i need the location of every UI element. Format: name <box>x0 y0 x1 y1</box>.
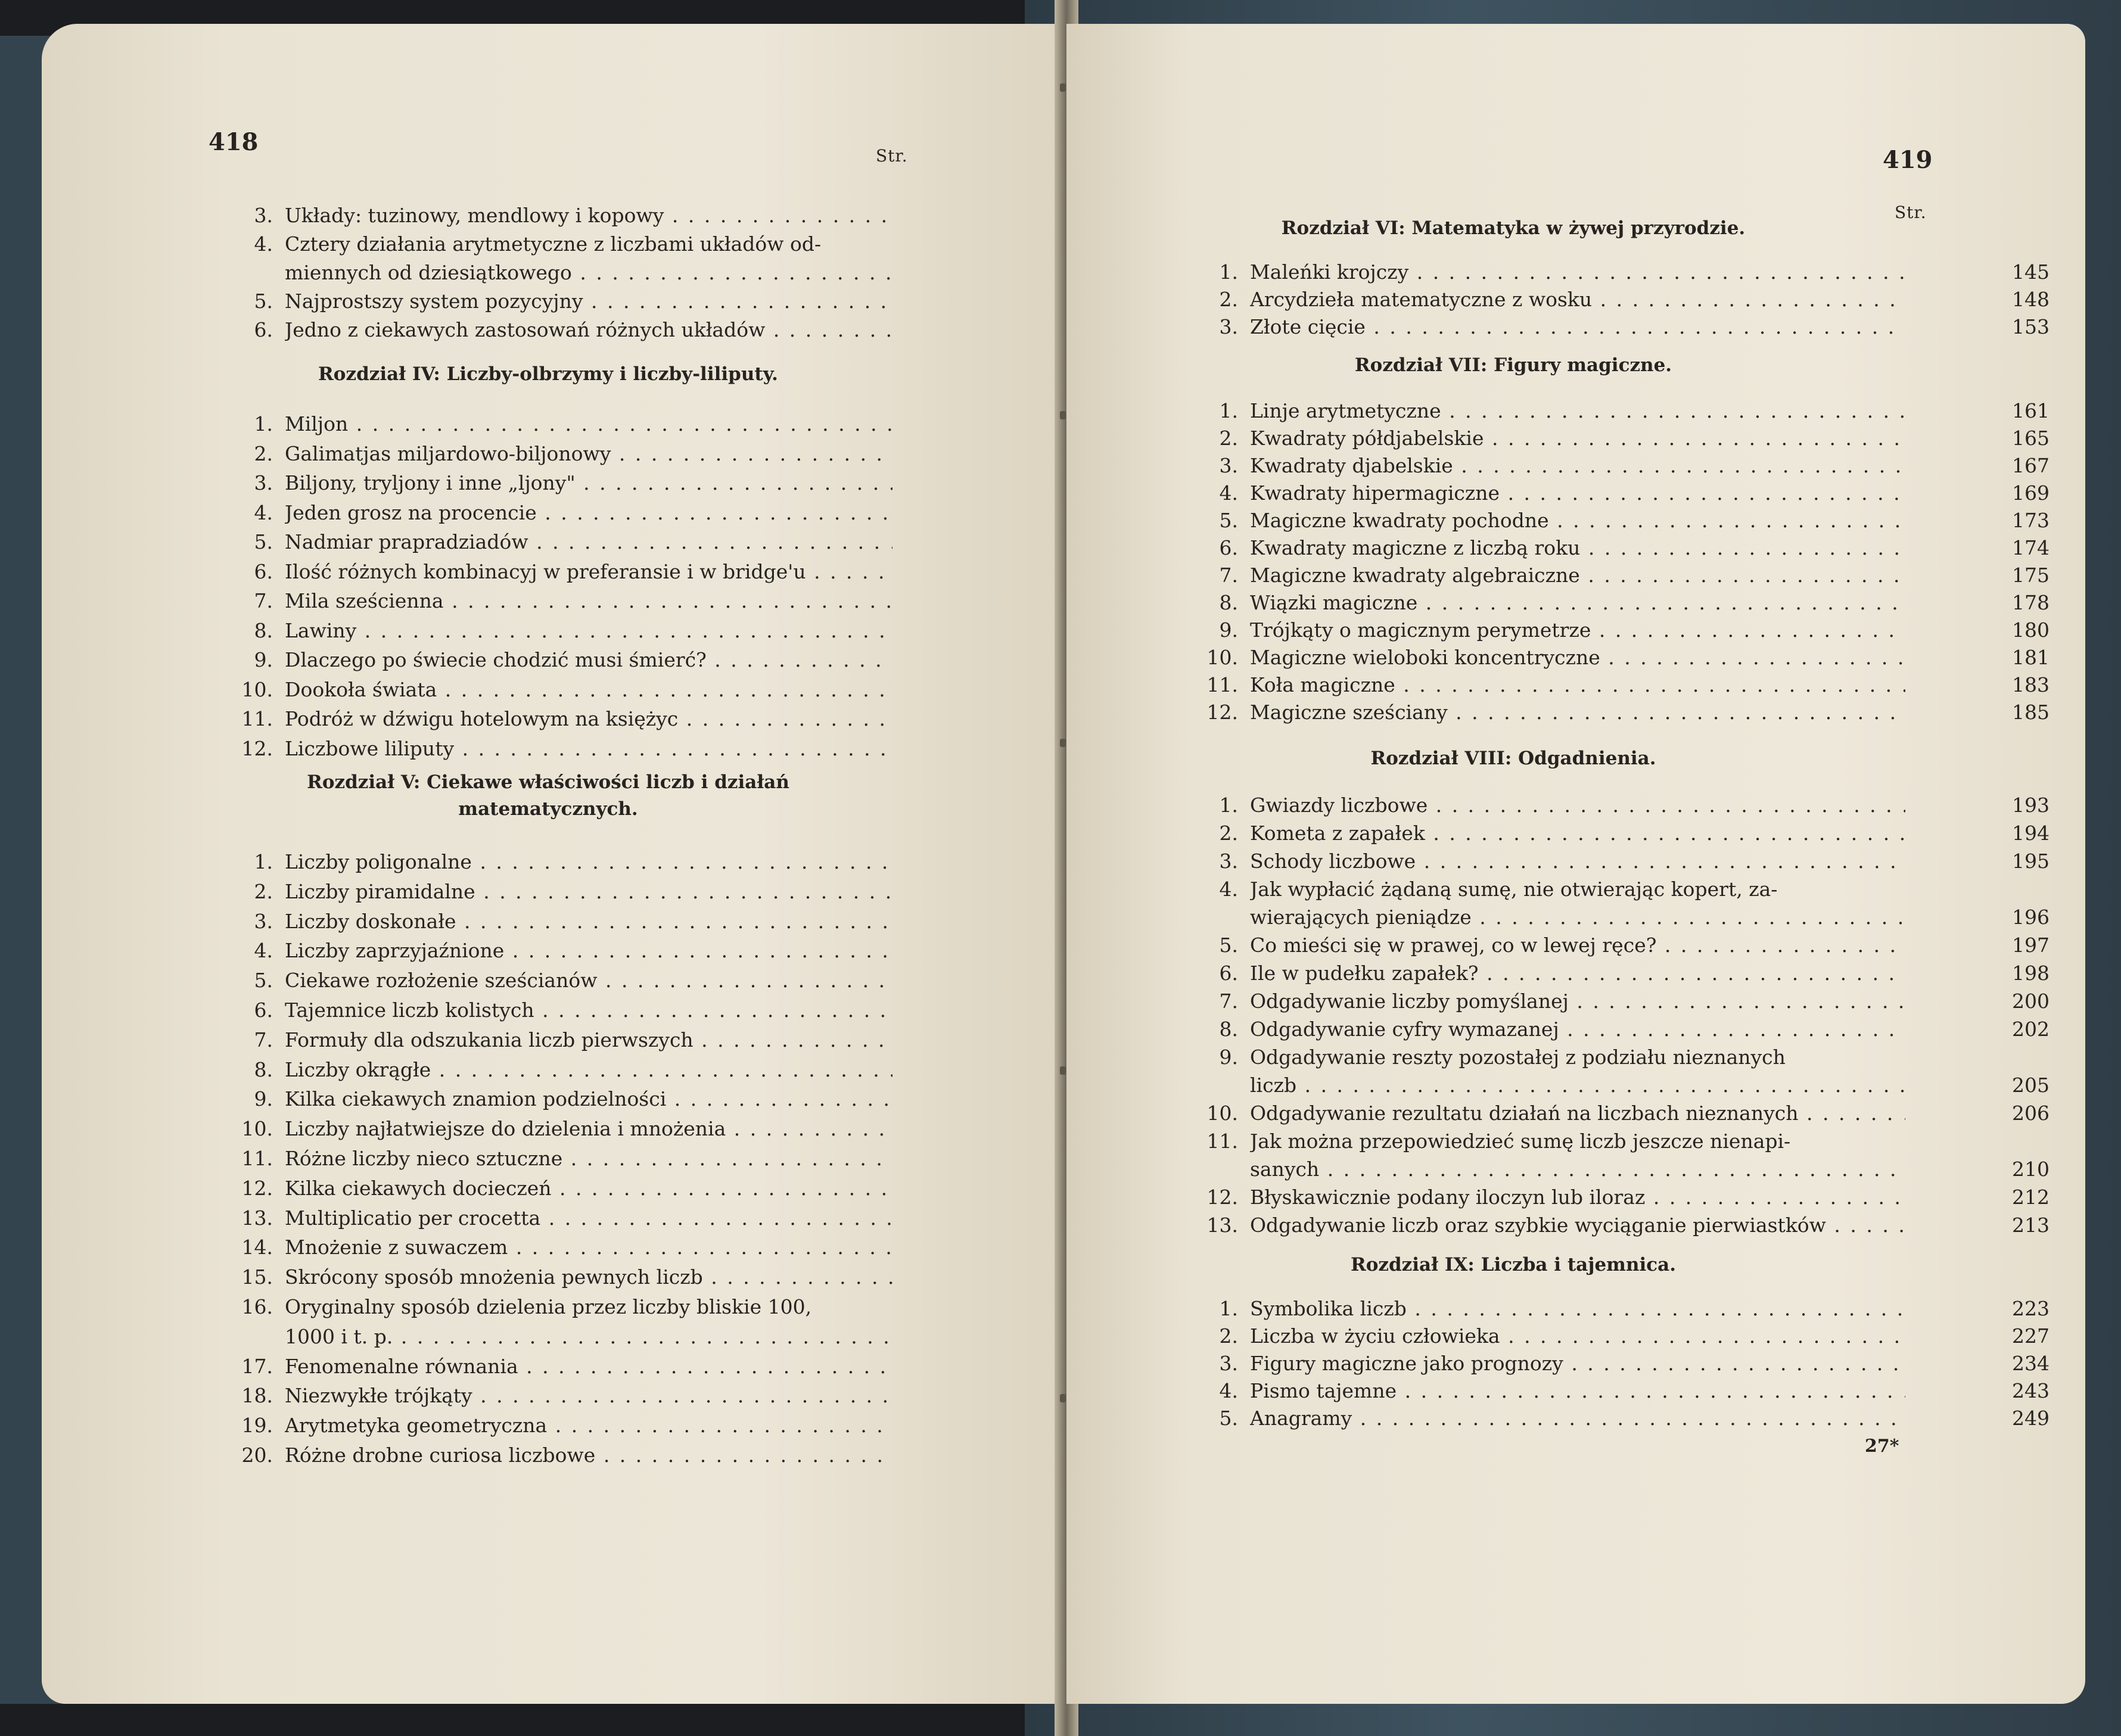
toc-entry-number: 6. <box>254 998 273 1022</box>
toc-entry-title: Odgadywanie liczby pomyślanej . . . <box>1250 988 1905 1015</box>
toc-entry-page: 181 <box>2012 646 2050 669</box>
toc-entry <box>232 559 1102 585</box>
toc-entry <box>232 938 1102 964</box>
toc-entry-number: 3. <box>254 909 273 933</box>
toc-entry-title: Jak można przepowiedzieć sumę liczb jeszcze nienapi- <box>1250 1130 1791 1153</box>
right-page <box>1066 24 2085 1704</box>
toc-entry <box>1198 590 2050 616</box>
toc-entry-number: 3. <box>1219 315 1238 338</box>
toc-entry-page: 180 <box>2012 618 2050 642</box>
toc-entry-title: Oryginalny sposób dzielenia przez liczby bliskie 100, <box>285 1295 812 1318</box>
toc-entry-number: 5. <box>1219 934 1238 957</box>
toc-entry <box>232 1354 1102 1380</box>
toc-entry <box>232 647 1102 673</box>
toc-entry <box>232 736 1102 762</box>
toc-entry <box>1198 848 2050 875</box>
toc-entry-title: Biljony, tryljony i inne „ljony" . . . <box>285 470 892 496</box>
toc-entry-title: Formuły dla odszukania liczb pierwszych . . . <box>285 1027 892 1053</box>
toc-entry <box>1198 792 2050 819</box>
toc-entry-title: Miljon . . . <box>285 411 892 437</box>
toc-entry-title: Liczba w życiu człowieka . . . <box>1250 1323 1905 1349</box>
toc-entry <box>1198 1212 2050 1239</box>
toc-entry-number: 18. <box>241 1384 273 1408</box>
left-page <box>42 24 1060 1704</box>
toc-entry-number: 4. <box>1219 481 1238 505</box>
chapter5-title-line1: Rozdział V: Ciekawe właściwości liczb i działań <box>307 771 789 793</box>
toc-entry <box>232 1086 1102 1112</box>
toc-entry-number: 7. <box>1219 564 1238 587</box>
toc-entry-number: 11. <box>1206 673 1238 696</box>
toc-entry-number: 1. <box>254 850 273 873</box>
toc-entry <box>1198 820 2050 847</box>
toc-entry-page: 197 <box>2012 934 2050 957</box>
toc-entry <box>1198 1044 2050 1071</box>
toc-entry <box>1198 398 2050 424</box>
toc-entry <box>1198 1016 2050 1043</box>
toc-entry-title: Kwadraty półdjabelskie . . . <box>1250 425 1905 452</box>
toc-entry-number: 3. <box>254 204 273 227</box>
toc-entry <box>232 1057 1102 1083</box>
toc-entry-page: 193 <box>2012 794 2050 817</box>
toc-entry-number: 14. <box>241 1236 273 1259</box>
toc-entry-page: 174 <box>2012 536 2050 559</box>
toc-entry-title: Jeden grosz na procencie . . . <box>285 500 892 526</box>
toc-entry <box>232 997 1102 1023</box>
toc-entry <box>232 260 1102 286</box>
toc-entry <box>1198 876 2050 903</box>
toc-entry <box>1198 1072 2050 1099</box>
toc-entry-number: 7. <box>254 1028 273 1051</box>
toc-entry-title: Arytmetyka geometryczna . . . <box>285 1413 892 1439</box>
toc-entry-page: 173 <box>2012 509 2050 532</box>
chapter7-title: Rozdział VII: Figury magiczne. <box>1354 354 1672 376</box>
toc-entry-number: 9. <box>1219 1046 1238 1069</box>
toc-entry <box>1198 1323 2050 1349</box>
toc-entry-number: 3. <box>1219 850 1238 873</box>
toc-entry-title: Podróż w dźwigu hotelowym na księżyc . . . <box>285 706 892 732</box>
toc-entry-title: Linje arytmetyczne . . . <box>1250 398 1905 424</box>
toc-entry <box>232 1027 1102 1053</box>
toc-entry-page: 198 <box>2012 962 2050 985</box>
toc-entry-page: 249 <box>2012 1407 2050 1430</box>
toc-entry-number: 10. <box>1206 646 1238 669</box>
toc-entry <box>1198 259 2050 285</box>
toc-entry-title: Błyskawicznie podany iloczyn lub iloraz . . . <box>1250 1184 1905 1211</box>
toc-entry-number: 20. <box>241 1443 273 1467</box>
toc-entry-page: 243 <box>2012 1379 2050 1402</box>
toc-entry-title: Magiczne sześciany . . . <box>1250 699 1905 726</box>
toc-entry-page: 202 <box>2012 1018 2050 1041</box>
toc-entry-title: sanych . . . <box>1250 1156 1905 1183</box>
toc-entry-title: Różne liczby nieco sztuczne . . . <box>285 1146 892 1172</box>
toc-entry <box>1198 988 2050 1015</box>
toc-entry <box>232 470 1102 496</box>
toc-entry-title: Liczby okrągłe . . . <box>285 1057 892 1083</box>
toc-entry <box>232 288 1102 315</box>
toc-entry <box>232 1146 1102 1172</box>
toc-entry-number: 10. <box>241 677 273 701</box>
toc-entry-title: Liczby najłatwiejsze do dzielenia i mnożenia . . . <box>285 1116 892 1142</box>
toc-entry-page: 183 <box>2012 673 2050 696</box>
toc-entry <box>1198 1405 2050 1432</box>
toc-entry-page: 185 <box>2012 701 2050 724</box>
toc-entry-title: Układy: tuzinowy, mendlowy i kopowy . . . <box>285 203 892 229</box>
toc-entry-page: 213 <box>2012 1214 2050 1237</box>
toc-entry-title: Magiczne kwadraty algebraiczne . . . <box>1250 562 1905 589</box>
toc-entry <box>232 529 1102 555</box>
toc-entry-title: Tajemnice liczb kolistych . . . <box>285 997 892 1023</box>
toc-entry-title: Magiczne wieloboki koncentryczne . . . <box>1250 645 1905 671</box>
toc-entry <box>232 1442 1102 1469</box>
toc-entry-title: Gwiazdy liczbowe . . . <box>1250 792 1905 819</box>
toc-entry-number: 10. <box>241 1117 273 1141</box>
toc-entry <box>1198 535 2050 561</box>
toc-entry <box>232 706 1102 732</box>
toc-entry-number: 5. <box>1219 509 1238 532</box>
toc-entry-number: 6. <box>1219 962 1238 985</box>
toc-entry-page: 148 <box>2012 288 2050 311</box>
toc-entry-title: Ilość różnych kombinacyj w preferansie i w bridge'u . . . <box>285 559 892 585</box>
toc-entry-number: 8. <box>1219 1018 1238 1041</box>
left-str-label: Str. <box>876 146 908 166</box>
toc-entry-number: 3. <box>254 471 273 494</box>
toc-entry-title: Liczbowe liliputy . . . <box>285 736 892 762</box>
toc-entry-page: 145 <box>2012 260 2050 284</box>
toc-entry <box>1198 1100 2050 1127</box>
toc-entry-title: Odgadywanie rezultatu działań na liczbach nieznanych . . . <box>1250 1100 1905 1127</box>
toc-entry-number: 3. <box>1219 1352 1238 1375</box>
toc-entry <box>232 203 1102 229</box>
toc-entry-title: Nadmiar prapradziadów . . . <box>285 529 892 555</box>
toc-entry-title: Schody liczbowe . . . <box>1250 848 1905 875</box>
toc-entry <box>232 618 1102 644</box>
toc-entry-number: 15. <box>241 1265 273 1289</box>
toc-entry <box>232 1294 1102 1320</box>
toc-entry <box>232 500 1102 526</box>
toc-entry-page: 205 <box>2012 1074 2050 1097</box>
toc-entry-number: 6. <box>1219 536 1238 559</box>
toc-entry-title: Cztery działania arytmetyczne z liczbami układów od- <box>285 232 822 256</box>
toc-entry <box>1198 1156 2050 1183</box>
stitch <box>1060 83 1066 92</box>
toc-entry-title: Dookoła świata . . . <box>285 677 892 703</box>
chapter5-title-line2: matematycznych. <box>458 798 638 820</box>
toc-entry <box>1198 314 2050 340</box>
toc-entry <box>232 677 1102 703</box>
toc-entry-number: 11. <box>241 1147 273 1170</box>
toc-entry-page: 175 <box>2012 564 2050 587</box>
toc-entry-title: Ile w pudełku zapałek? . . . <box>1250 960 1905 987</box>
toc-entry-title: Wiązki magiczne . . . <box>1250 590 1905 616</box>
toc-entry-title: liczb . . . <box>1250 1072 1905 1099</box>
toc-entry-title: Kwadraty magiczne z liczbą roku . . . <box>1250 535 1905 561</box>
stitch <box>1060 1394 1066 1402</box>
toc-entry-number: 1. <box>1219 260 1238 284</box>
right-page-number: 419 <box>1883 146 1933 174</box>
toc-entry-number: 11. <box>1206 1130 1238 1153</box>
toc-entry-title: Mila sześcienna . . . <box>285 588 892 614</box>
toc-entry-title: Odgadywanie reszty pozostałej z podziału nieznanych <box>1250 1046 1786 1069</box>
toc-entry-number: 3. <box>1219 454 1238 477</box>
toc-entry-number: 1. <box>1219 399 1238 422</box>
toc-entry-title: Mnożenie z suwaczem . . . <box>285 1234 892 1261</box>
toc-entry-title: Koła magiczne . . . <box>1250 672 1905 698</box>
toc-entry <box>232 411 1102 437</box>
toc-entry <box>232 1383 1102 1409</box>
toc-entry-page: 200 <box>2012 990 2050 1013</box>
toc-entry-page: 234 <box>2012 1352 2050 1375</box>
toc-entry-title: Figury magiczne jako prognozy . . . <box>1250 1351 1905 1377</box>
toc-entry-title: Magiczne kwadraty pochodne . . . <box>1250 508 1905 534</box>
toc-entry <box>1198 425 2050 452</box>
toc-entry-number: 4. <box>254 232 273 256</box>
toc-entry-page: 210 <box>2012 1158 2050 1181</box>
toc-entry <box>232 967 1102 994</box>
toc-entry-title: Złote cięcie . . . <box>1250 314 1905 340</box>
toc-entry-number: 13. <box>1206 1214 1238 1237</box>
toc-entry <box>1198 508 2050 534</box>
toc-entry-number: 7. <box>1219 990 1238 1013</box>
toc-entry <box>232 441 1102 467</box>
toc-entry-title: Jedno z ciekawych zastosowań różnych układów . . . <box>285 317 892 343</box>
toc-entry <box>232 1264 1102 1290</box>
toc-entry-page: 169 <box>2012 481 2050 505</box>
toc-entry-title: Galimatjas miljardowo-biljonowy . . . <box>285 441 892 467</box>
toc-entry-number: 16. <box>241 1295 273 1318</box>
toc-entry-number: 1. <box>1219 794 1238 817</box>
toc-entry-number: 17. <box>241 1354 273 1378</box>
toc-entry-number: 2. <box>1219 427 1238 450</box>
toc-entry-number: 5. <box>254 290 273 313</box>
toc-entry <box>232 1234 1102 1261</box>
toc-entry-title: Trójkąty o magicznym perymetrze . . . <box>1250 617 1905 643</box>
toc-entry <box>232 231 1102 257</box>
toc-entry-title: Skrócony sposób mnożenia pewnych liczb . . . <box>285 1264 892 1290</box>
toc-entry-title: Odgadywanie cyfry wymazanej . . . <box>1250 1016 1905 1043</box>
toc-entry-title: Arcydzieła matematyczne z wosku . . . <box>1250 287 1905 313</box>
toc-entry-page: 194 <box>2012 822 2050 845</box>
toc-entry-number: 12. <box>1206 701 1238 724</box>
toc-entry <box>232 1116 1102 1142</box>
toc-entry-number: 4. <box>1219 1379 1238 1402</box>
toc-entry-number: 19. <box>241 1414 273 1438</box>
toc-entry <box>1198 1184 2050 1211</box>
toc-entry <box>232 317 1102 343</box>
toc-entry-number: 6. <box>254 559 273 583</box>
toc-entry-number: 5. <box>254 530 273 553</box>
toc-entry-number: 6. <box>254 318 273 341</box>
chapter9-title: Rozdział IX: Liczba i tajemnica. <box>1350 1254 1677 1275</box>
toc-entry-title: Symbolika liczb . . . <box>1250 1296 1905 1322</box>
toc-entry-title: Dlaczego po świecie chodzić musi śmierć? . . . <box>285 647 892 673</box>
toc-entry-number: 5. <box>254 969 273 993</box>
toc-entry <box>1198 453 2050 479</box>
toc-entry-number: 1. <box>1219 1297 1238 1320</box>
toc-entry-title: Multiplicatio per crocetta . . . <box>285 1205 892 1231</box>
toc-entry-title: Odgadywanie liczb oraz szybkie wyciąganie pierwiastków . . . <box>1250 1212 1905 1239</box>
toc-entry-page: 223 <box>2012 1297 2050 1320</box>
toc-entry <box>232 849 1102 875</box>
toc-entry-title: Kwadraty djabelskie . . . <box>1250 453 1905 479</box>
toc-entry <box>1198 1351 2050 1377</box>
right-str-label: Str. <box>1895 203 1927 222</box>
toc-entry-number: 9. <box>254 1087 273 1111</box>
toc-entry-number: 12. <box>241 1176 273 1200</box>
toc-entry <box>232 1175 1102 1202</box>
toc-entry-number: 4. <box>1219 878 1238 901</box>
toc-entry <box>1198 932 2050 959</box>
toc-entry-number: 9. <box>254 648 273 671</box>
toc-entry-title: Liczby doskonałe . . . <box>285 909 892 935</box>
toc-entry-title: Kometa z zapałek . . . <box>1250 820 1905 847</box>
stitch <box>1060 411 1066 419</box>
toc-entry-title: Anagramy . . . <box>1250 1405 1905 1432</box>
toc-entry-title: Niezwykłe trójkąty . . . <box>285 1383 892 1409</box>
stitch <box>1060 1066 1066 1075</box>
toc-entry <box>1198 645 2050 671</box>
toc-entry-title: 1000 i t. p. . . . <box>285 1324 892 1350</box>
stitch <box>1060 739 1066 747</box>
toc-entry <box>1198 287 2050 313</box>
chapter4-title: Rozdział IV: Liczby-olbrzymy i liczby-liliputy. <box>318 363 778 385</box>
toc-entry <box>1198 480 2050 506</box>
toc-entry-title: Maleńki krojczy . . . <box>1250 259 1905 285</box>
toc-entry <box>232 1324 1102 1350</box>
toc-entry-title: Liczby piramidalne . . . <box>285 879 892 905</box>
toc-entry-page: 165 <box>2012 427 2050 450</box>
toc-entry-number: 8. <box>254 1057 273 1081</box>
toc-entry-title: Ciekawe rozłożenie sześcianów . . . <box>285 967 892 994</box>
left-page-number: 418 <box>209 128 259 156</box>
toc-entry-number: 10. <box>1206 1102 1238 1125</box>
toc-entry <box>1198 1128 2050 1155</box>
toc-entry-number: 12. <box>1206 1186 1238 1209</box>
toc-entry-page: 161 <box>2012 399 2050 422</box>
toc-entry <box>1198 1378 2050 1404</box>
toc-entry <box>232 1413 1102 1439</box>
toc-entry <box>1198 904 2050 931</box>
toc-entry-page: 167 <box>2012 454 2050 477</box>
toc-entry-number: 11. <box>241 707 273 730</box>
toc-entry-number: 9. <box>1219 618 1238 642</box>
toc-entry-title: wierających pieniądze . . . <box>1250 904 1905 931</box>
toc-entry-number: 7. <box>254 589 273 612</box>
toc-entry-title: Kwadraty hipermagiczne . . . <box>1250 480 1905 506</box>
toc-entry-number: 1. <box>254 412 273 435</box>
signature-mark: 27* <box>1865 1436 1899 1457</box>
toc-entry-number: 2. <box>1219 822 1238 845</box>
toc-entry-title: Liczby zaprzyjaźnione . . . <box>285 938 892 964</box>
toc-entry-title: Co mieści się w prawej, co w lewej ręce? . . . <box>1250 932 1905 959</box>
toc-entry-title: Najprostszy system pozycyjny . . . <box>285 288 892 315</box>
toc-entry-page: 227 <box>2012 1324 2050 1348</box>
toc-entry-number: 12. <box>241 736 273 760</box>
toc-entry-title: Lawiny . . . <box>285 618 892 644</box>
toc-entry-title: Różne drobne curiosa liczbowe . . . <box>285 1442 892 1469</box>
toc-entry-number: 2. <box>254 879 273 903</box>
chapter6-title: Rozdział VI: Matematyka w żywej przyrodzie. <box>1281 217 1746 239</box>
toc-entry-title: miennych od dziesiątkowego . . . <box>285 260 892 286</box>
toc-entry-number: 8. <box>254 618 273 642</box>
toc-entry-title: Kilka ciekawych znamion podzielności . . . <box>285 1086 892 1112</box>
toc-entry <box>1198 699 2050 726</box>
toc-entry-page: 178 <box>2012 591 2050 614</box>
toc-entry-page: 212 <box>2012 1186 2050 1209</box>
toc-entry-number: 2. <box>254 441 273 465</box>
toc-entry-number: 5. <box>1219 1407 1238 1430</box>
toc-entry <box>1198 617 2050 643</box>
toc-entry-number: 4. <box>254 500 273 524</box>
toc-entry <box>1198 1296 2050 1322</box>
toc-entry-title: Pismo tajemne . . . <box>1250 1378 1905 1404</box>
toc-entry-title: Liczby poligonalne . . . <box>285 849 892 875</box>
toc-entry <box>1198 562 2050 589</box>
toc-entry-title: Fenomenalne równania . . . <box>285 1354 892 1380</box>
chapter8-title: Rozdział VIII: Odgadnienia. <box>1370 748 1656 769</box>
toc-entry <box>232 1205 1102 1231</box>
toc-entry-page: 196 <box>2012 906 2050 929</box>
toc-entry <box>1198 960 2050 987</box>
toc-entry-page: 195 <box>2012 850 2050 873</box>
toc-entry <box>232 879 1102 905</box>
toc-entry-number: 2. <box>1219 288 1238 311</box>
toc-entry-title: Jak wypłacić żądaną sumę, nie otwierając kopert, za- <box>1250 878 1778 901</box>
toc-entry <box>232 588 1102 614</box>
toc-entry <box>232 909 1102 935</box>
toc-entry-number: 4. <box>254 939 273 963</box>
toc-entry-title: Kilka ciekawych docieczeń . . . <box>285 1175 892 1202</box>
toc-entry-number: 8. <box>1219 591 1238 614</box>
toc-entry-number: 13. <box>241 1206 273 1230</box>
toc-entry <box>1198 672 2050 698</box>
toc-entry-page: 206 <box>2012 1102 2050 1125</box>
toc-entry-number: 2. <box>1219 1324 1238 1348</box>
toc-entry-page: 153 <box>2012 315 2050 338</box>
